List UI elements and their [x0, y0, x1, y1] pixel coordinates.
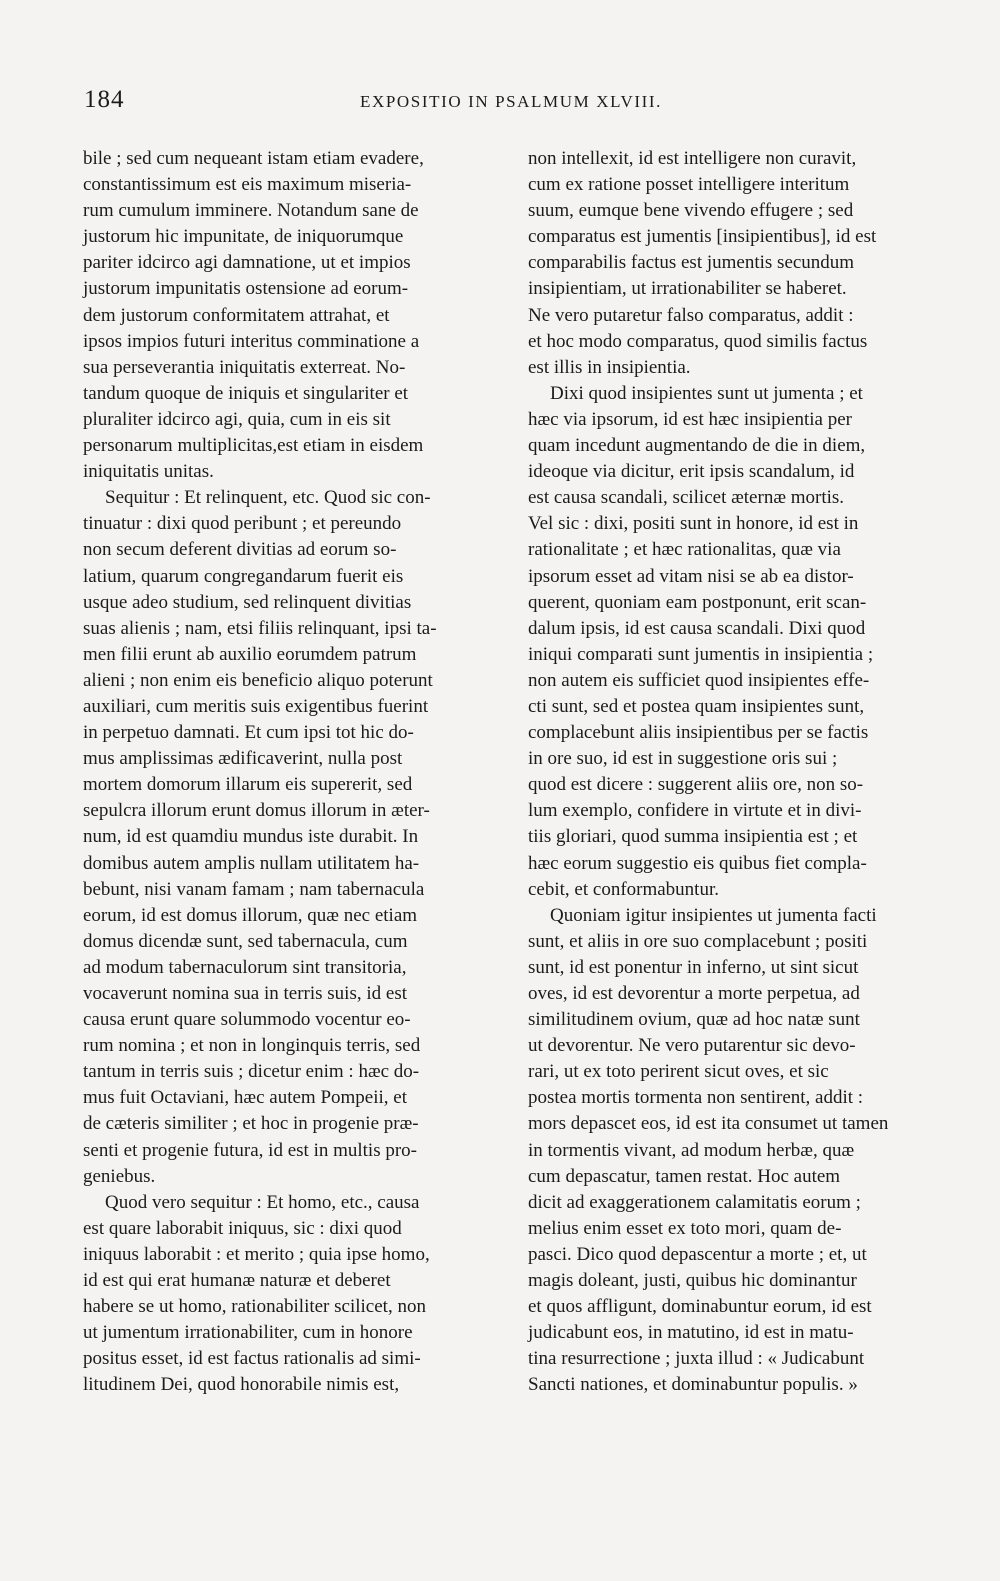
text-line: mortem domorum illarum eis supererit, sed: [83, 774, 413, 796]
text-line: suum, eumque bene vivendo effugere ; sed: [528, 200, 854, 222]
text-line: non intellexit, id est intelligere non curavit,: [528, 148, 857, 169]
running-head: [84, 86, 952, 120]
text-line: tina resurrectione ; juxta illud : « Judicabunt: [528, 1348, 865, 1370]
text-line: cum depascatur, tamen restat. Hoc autem: [528, 1165, 841, 1187]
text-line: oves, id est devorentur a morte perpetua, ad: [528, 983, 860, 1004]
text-line: in ore suo, id est in suggestione oris sui ;: [528, 748, 838, 770]
text-line: cum ex ratione posset intelligere interitum: [528, 174, 850, 196]
text-line: senti et progenie futura, id est in multis pro-: [83, 1139, 418, 1161]
text-line: pluraliter idcirco agi, quia, cum in eis sit: [83, 408, 391, 430]
text-line: sepulcra illorum erunt domus illorum in æter-: [83, 800, 430, 822]
right-text-column: [528, 146, 946, 1399]
text-line: Dixi quod insipientes sunt ut jumenta ; et: [550, 382, 863, 404]
text-line: quam incedunt augmentando de die in diem,: [528, 435, 866, 457]
text-line: comparatus est jumentis [insipientibus], id est: [528, 226, 877, 248]
text-line: rum cumulum imminere. Notandum sane de: [83, 200, 419, 222]
text-line: est causa scandali, scilicet æternæ mortis.: [528, 487, 845, 509]
text-line: rum nomina ; et non in longinquis terris, sed: [83, 1035, 421, 1057]
text-line: de cæteris similiter ; et hoc in progenie præ-: [83, 1113, 419, 1135]
text-line: iniqui comparati sunt jumentis in insipientia ;: [528, 643, 874, 665]
text-line: rationalitate ; et hæc rationalitas, quæ via: [528, 539, 841, 561]
text-line: men filii erunt ab auxilio eorumdem patrum: [83, 643, 417, 665]
text-line: est quare laborabit iniquus, sic : dixi quod: [83, 1217, 402, 1239]
text-line: ipsorum esset ad vitam nisi se ab ea distor-: [528, 565, 854, 587]
text-line: geniebus.: [83, 1165, 156, 1187]
text-line: Sancti nationes, et dominabuntur populis. »: [528, 1374, 858, 1396]
text-line: constantissimum est eis maximum miseria-: [83, 174, 412, 196]
text-line: eorum, id est domus illorum, quæ nec etiam: [83, 904, 418, 926]
text-line: iniquus laborabit : et merito ; quia ipse homo,: [83, 1243, 430, 1265]
text-line: domibus autem amplis nullam utilitatem ha-: [83, 852, 420, 874]
text-line: domus dicendæ sunt, sed tabernacula, cum: [83, 930, 408, 952]
text-line: Quod vero sequitur : Et homo, etc., causa: [105, 1191, 420, 1213]
text-line: non secum deferent divitias ad eorum so-: [83, 539, 397, 561]
text-line: ideoque via dicitur, erit ipsis scandalum, id: [528, 461, 855, 483]
text-line: cebit, et conformabuntur.: [528, 878, 719, 900]
text-line: bile ; sed cum nequeant istam etiam evadere,: [83, 148, 424, 169]
text-line: personarum multiplicitas,est etiam in eisdem: [83, 435, 424, 457]
left-text-column: [83, 146, 501, 1399]
text-line: ipsos impios futuri interitus comminatione a: [83, 330, 420, 352]
text-line: positus esset, id est factus rationalis ad simi-: [83, 1348, 421, 1370]
text-line: tiis gloriari, quod summa insipientia est ; et: [528, 826, 858, 848]
text-line: Quoniam igitur insipientes ut jumenta facti: [550, 904, 877, 926]
text-line: iniquitatis unitas.: [83, 461, 214, 483]
text-line: justorum hic impunitate, de iniquorumque: [83, 226, 404, 248]
text-line: suas alienis ; nam, etsi filiis relinquant, ipsi ta-: [83, 617, 437, 639]
text-line: mors depascet eos, id est ita consumet ut tamen: [528, 1113, 889, 1135]
text-line: Sequitur : Et relinquent, etc. Quod sic con-: [105, 487, 431, 509]
text-line: magis doleant, justi, quibus hic dominantur: [528, 1270, 857, 1292]
text-line: hæc eorum suggestio eis quibus fiet compla-: [528, 852, 867, 874]
text-line: justorum impunitatis ostensione ad eorum-: [83, 278, 409, 300]
text-line: insipientiam, ut irrationabiliter se haberet.: [528, 278, 847, 300]
text-line: sunt, et aliis in ore suo complacebunt ; positi: [528, 930, 868, 952]
text-line: alieni ; non enim eis beneficio aliquo poterunt: [83, 669, 433, 691]
text-line: habere se ut homo, rationabiliter scilicet, non: [83, 1296, 426, 1318]
text-line: ut jumentum irrationabiliter, cum in honore: [83, 1322, 413, 1344]
text-line: mus fuit Octaviani, hæc autem Pompeii, et: [83, 1087, 407, 1109]
text-line: in tormentis vivant, ad modum herbæ, quæ: [528, 1139, 855, 1161]
text-line: postea mortis tormenta non sentirent, addit :: [528, 1087, 864, 1109]
text-line: sunt, id est ponentur in inferno, ut sint sicut: [528, 956, 859, 978]
text-line: non autem eis sufficiet quod insipientes effe-: [528, 669, 870, 691]
text-line: usque adeo studium, sed relinquent divitias: [83, 591, 412, 613]
text-line: Ne vero putaretur falso comparatus, addit :: [528, 304, 854, 326]
text-line: id est qui erat humanæ naturæ et deberet: [83, 1270, 391, 1292]
text-line: dicit ad exaggerationem calamitatis eorum ;: [528, 1191, 861, 1213]
text-line: bebunt, nisi vanam famam ; nam tabernacula: [83, 878, 425, 900]
text-line: lum exemplo, confidere in virtute et in divi-: [528, 800, 862, 822]
text-line: est illis in insipientia.: [528, 356, 691, 378]
text-line: Vel sic : dixi, positi sunt in honore, id est in: [528, 513, 859, 535]
text-line: ad modum tabernaculorum sint transitoria,: [83, 956, 407, 978]
running-title: EXPOSITIO IN PSALMUM XLVIII.: [360, 92, 663, 111]
text-line: latium, quarum congregandarum fuerit eis: [83, 565, 404, 587]
text-line: ut devorentur. Ne vero putarentur sic devo-: [528, 1035, 856, 1057]
text-line: pariter idcirco agi damnatione, ut et impios: [83, 252, 411, 274]
text-line: complacebunt aliis insipientibus per se factis: [528, 722, 869, 744]
text-line: melius enim esset ex toto mori, quam de-: [528, 1217, 842, 1239]
text-line: comparabilis factus est jumentis secundum: [528, 252, 855, 274]
text-line: in perpetuo damnati. Et cum ipsi tot hic do-: [83, 722, 414, 744]
text-line: litudinem Dei, quod honorabile nimis est,: [83, 1374, 400, 1396]
text-line: rari, ut ex toto perirent sicut oves, et sic: [528, 1061, 829, 1083]
text-line: hæc via ipsorum, id est hæc insipientia per: [528, 408, 853, 430]
text-line: similitudinem ovium, quæ ad hoc natæ sunt: [528, 1009, 860, 1031]
text-line: dalum ipsis, id est causa scandali. Dixi quod: [528, 617, 866, 639]
text-line: dem justorum conformitatem attrahat, et: [83, 304, 390, 326]
text-line: causa erunt quare solummodo vocentur eo-: [83, 1009, 411, 1031]
text-line: tinuatur : dixi quod peribunt ; et pereundo: [83, 513, 402, 535]
page-number: 184: [84, 86, 125, 113]
text-line: sua perseverantia iniquitatis exterreat. No-: [83, 356, 406, 378]
text-line: et hoc modo comparatus, quod similis factus: [528, 330, 868, 352]
text-line: mus amplissimas ædificaverint, nulla post: [83, 748, 403, 770]
text-line: tantum in terris suis ; dicetur enim : hæc do-: [83, 1061, 420, 1083]
text-line: cti sunt, sed et postea quam insipientes sunt,: [528, 695, 865, 717]
text-line: judicabunt eos, in matutino, id est in matu-: [528, 1322, 854, 1344]
text-line: querent, quoniam eam postponunt, erit scan-: [528, 591, 867, 613]
text-line: num, id est quamdiu mundus iste durabit. In: [83, 826, 419, 848]
text-line: tandum quoque de iniquis et singulariter et: [83, 382, 409, 404]
text-line: et quos affligunt, dominabuntur eorum, id est: [528, 1296, 872, 1318]
text-line: auxiliari, cum meritis suis exigentibus fuerint: [83, 695, 429, 717]
text-line: quod est dicere : suggerent aliis ore, non so-: [528, 774, 864, 796]
text-line: pasci. Dico quod depascentur a morte ; et, ut: [528, 1243, 867, 1265]
text-line: vocaverunt nomina sua in terris suis, id est: [83, 983, 407, 1004]
